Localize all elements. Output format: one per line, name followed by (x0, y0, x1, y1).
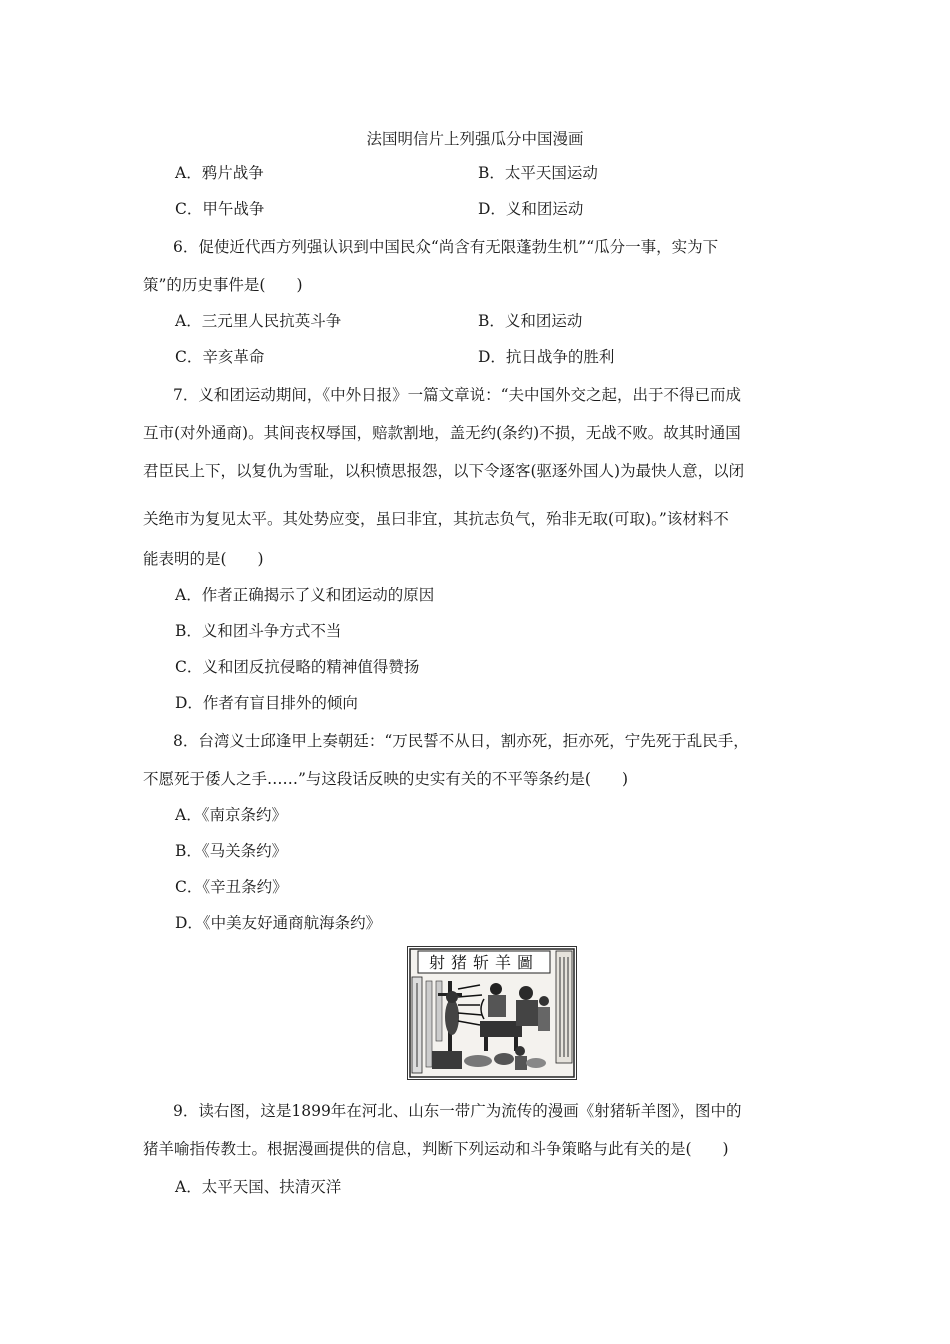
cartoon-figure (407, 946, 577, 1080)
q8-option-d[interactable]: D．《中美友好通商航海条约》 (175, 914, 382, 932)
q5-option-b[interactable]: B．太平天国运动 (478, 164, 598, 182)
q7-stem-line4: 关绝市为复见太平。其处势应变，虽曰非宜，其抗志负气，殆非无取(可取)。”该材料不 (143, 510, 729, 528)
figure-caption: 法国明信片上列强瓜分中国漫画 (366, 130, 584, 148)
q8-stem-line1: 8．台湾义士邱逢甲上奏朝廷：“万民誓不从日，割亦死，拒亦死，宁先死于乱民手， (173, 732, 749, 750)
q5-option-a[interactable]: A．鸦片战争 (175, 164, 264, 182)
q6-option-d[interactable]: D．抗日战争的胜利 (478, 348, 615, 366)
q6-option-b[interactable]: B．义和团运动 (478, 312, 583, 330)
q7-stem-line2: 互市(对外通商)。其间丧权辱国，赔款割地，盖无约(条约)不损，无战不败。故其时通国 (143, 424, 741, 442)
q5-option-d[interactable]: D．义和团运动 (478, 200, 584, 218)
q7-stem-line3: 君臣民上下，以复仇为雪耻，以积愤思报怨，以下令逐客(驱逐外国人)为最快人意，以闭 (143, 462, 745, 480)
q8-option-a[interactable]: A．《南京条约》 (175, 806, 287, 824)
q6-stem-line2: 策”的历史事件是( ) (143, 276, 303, 294)
q9-stem-line2: 猪羊喻指传教士。根据漫画提供的信息，判断下列运动和斗争策略与此有关的是( ) (143, 1140, 729, 1158)
q7-stem-line1: 7．义和团运动期间，《中外日报》一篇文章说：“夫中国外交之起，出于不得已而成 (173, 386, 742, 404)
q5-option-c[interactable]: C．甲午战争 (175, 200, 265, 218)
q7-option-c[interactable]: C．义和团反抗侵略的精神值得赞扬 (175, 658, 420, 676)
cartoon-illustration (408, 947, 576, 1079)
q8-option-b[interactable]: B．《马关条约》 (175, 842, 288, 860)
q6-stem-line1: 6．促使近代西方列强认识到中国民众“尚含有无限蓬勃生机”“瓜分一事，实为下 (173, 238, 719, 256)
q6-option-a[interactable]: A．三元里人民抗英斗争 (175, 312, 342, 330)
q8-option-c[interactable]: C．《辛丑条约》 (175, 878, 288, 896)
q7-option-b[interactable]: B．义和团斗争方式不当 (175, 622, 342, 640)
q9-stem-line1: 9．读右图，这是1899年在河北、山东一带广为流传的漫画《射猪斩羊图》，图中的 (173, 1102, 742, 1120)
q7-stem-line5: 能表明的是( ) (143, 550, 264, 568)
q7-option-a[interactable]: A．作者正确揭示了义和团运动的原因 (175, 586, 435, 604)
q9-option-a[interactable]: A．太平天国、扶清灭洋 (175, 1178, 342, 1196)
q7-option-d[interactable]: D．作者有盲目排外的倾向 (175, 694, 358, 712)
cartoon-title: 射猪斩羊圖 (428, 953, 540, 972)
q8-stem-line2: 不愿死于倭人之手……”与这段话反映的史实有关的不平等条约是( ) (143, 770, 629, 788)
q6-option-c[interactable]: C．辛亥革命 (175, 348, 265, 366)
